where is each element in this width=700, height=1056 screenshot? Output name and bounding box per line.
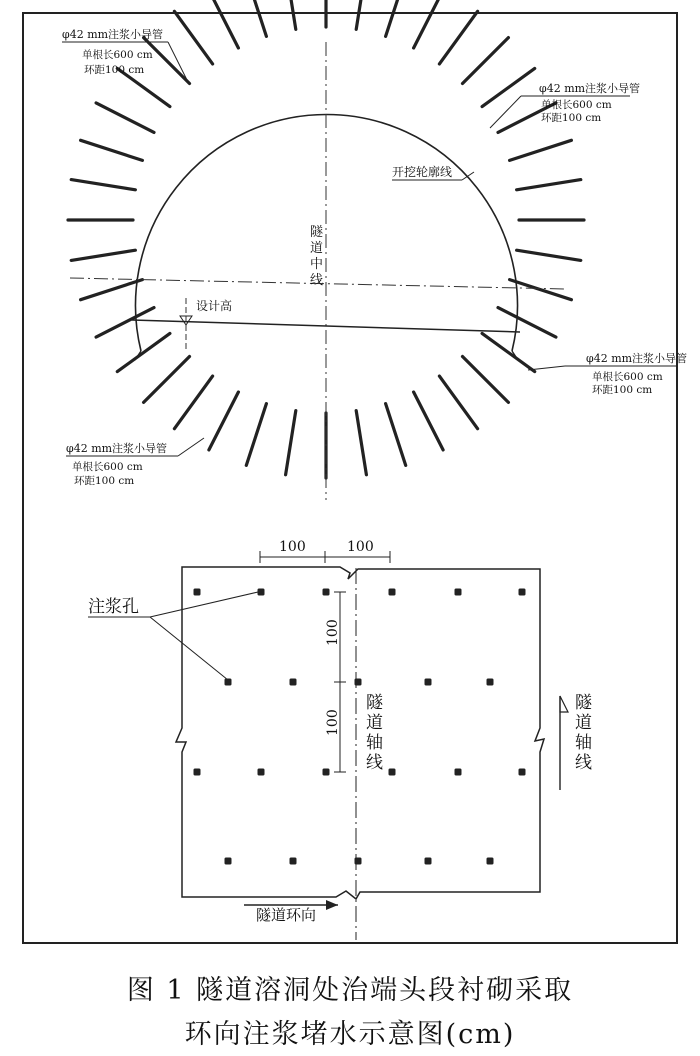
grout-pipe — [246, 404, 266, 466]
grout-hole — [194, 589, 201, 596]
grout-hole — [425, 858, 432, 865]
grout-hole — [323, 589, 330, 596]
grout-pipe — [414, 0, 444, 48]
pipe-length-tl: 单根长600 cm — [82, 49, 153, 61]
ring-spacing-bl: 环距100 cm — [74, 475, 135, 487]
grout-hole — [389, 589, 396, 596]
grout-hole — [389, 769, 396, 776]
grout-holes — [194, 589, 526, 865]
grout-hole — [455, 769, 462, 776]
grout-pipe — [463, 357, 509, 403]
axis-char-2: 道 — [366, 713, 383, 733]
grout-hole — [290, 858, 297, 865]
dim-top-right: 100 — [347, 539, 374, 555]
grout-pipe — [286, 411, 296, 475]
grout-pipe — [81, 280, 143, 300]
grout-hole — [455, 589, 462, 596]
grout-pipe — [96, 308, 154, 338]
centerline-char-1: 隧 — [310, 225, 324, 240]
dim-left-lower: 100 — [325, 709, 341, 736]
grout-hole — [258, 589, 265, 596]
grout-pipe — [81, 140, 143, 160]
dim-top-left: 100 — [279, 539, 306, 555]
grout-hole-leader-1 — [150, 592, 258, 617]
ring-direction-arrowhead — [326, 900, 338, 910]
grout-pipe — [439, 11, 477, 64]
grout-hole — [487, 679, 494, 686]
pipe-spec-label-tr: φ42 mm注浆小导管 — [539, 82, 641, 95]
grout-hole — [323, 769, 330, 776]
grout-pipe — [386, 404, 406, 466]
lining-outline — [176, 567, 544, 899]
grout-pipe — [517, 180, 581, 190]
grout-hole — [487, 858, 494, 865]
grout-pipe — [439, 376, 477, 429]
grout-pipe — [482, 333, 535, 371]
grout-pipe — [356, 411, 366, 475]
ring-spacing-r: 环距100 cm — [592, 384, 653, 396]
pipe-length-tr: 单根长600 cm — [541, 99, 612, 111]
grout-hole — [194, 769, 201, 776]
grout-pipe — [117, 333, 170, 371]
grout-hole — [519, 589, 526, 596]
grout-pipe — [246, 0, 266, 36]
leader-r — [528, 366, 565, 370]
grout-pipe — [71, 180, 135, 190]
axis-right-char-1: 隧 — [575, 693, 592, 713]
grout-hole — [425, 679, 432, 686]
grout-pipe — [517, 250, 581, 260]
ring-direction-label: 隧道环向 — [256, 906, 317, 924]
pipe-spec-label-tl: φ42 mm注浆小导管 — [62, 28, 164, 41]
centerline-char-3: 中 — [310, 257, 324, 272]
grout-hole — [519, 769, 526, 776]
design-elev-label: 设计高 — [196, 299, 233, 313]
grout-hole — [290, 679, 297, 686]
ring-spacing-tl: 环距100 cm — [84, 64, 145, 76]
grout-hole — [355, 858, 362, 865]
pipe-spec-label-bl: φ42 mm注浆小导管 — [66, 442, 168, 455]
dim-left-upper: 100 — [325, 619, 341, 646]
axis-char-1: 隧 — [366, 693, 383, 713]
caption-line-2: 环向注浆堵水示意图(cm) — [184, 1019, 516, 1050]
centerline-char-2: 道 — [310, 241, 324, 256]
ring-spacing-tr: 环距100 cm — [541, 112, 602, 124]
leader-bl — [178, 438, 204, 456]
axis-right-char-4: 线 — [575, 753, 592, 773]
excavation-label: 开挖轮廓线 — [392, 165, 453, 179]
grout-pipe — [510, 140, 572, 160]
axis-right-char-2: 道 — [575, 713, 592, 733]
pipe-length-r: 单根长600 cm — [592, 371, 663, 383]
grout-hole — [225, 858, 232, 865]
axis-char-3: 轴 — [366, 733, 383, 753]
grout-hole — [355, 679, 362, 686]
axis-arrow-head — [560, 696, 568, 712]
grout-pipe — [482, 68, 535, 106]
caption-line-1: 图 1 隧道溶洞处治端头段衬砌采取 — [126, 975, 574, 1006]
grout-hole — [258, 769, 265, 776]
grout-pipe — [96, 103, 154, 132]
grout-pipe — [463, 38, 509, 84]
grout-pipe — [71, 250, 135, 260]
grout-pipe — [174, 11, 212, 64]
grout-pipe — [209, 0, 239, 48]
grout-pipe — [286, 0, 296, 29]
centerline-char-4: 线 — [310, 273, 324, 288]
axis-char-4: 线 — [366, 753, 383, 773]
grout-hole-leader-2 — [150, 617, 228, 680]
pipe-length-bl: 单根长600 cm — [72, 461, 143, 473]
grout-pipe — [414, 392, 444, 450]
grout-pipe — [498, 308, 556, 338]
grout-pipe — [510, 280, 572, 300]
pipe-spec-label-r: φ42 mm注浆小导管 — [586, 352, 688, 365]
grout-pipe — [144, 357, 190, 403]
grout-pipe — [356, 0, 366, 29]
grout-pipe — [386, 0, 406, 36]
axis-right-char-3: 轴 — [575, 733, 592, 753]
leader-tl — [168, 42, 188, 82]
grout-pipe — [209, 392, 239, 450]
grout-hole-label: 注浆孔 — [88, 597, 139, 617]
grout-pipe — [174, 376, 212, 429]
